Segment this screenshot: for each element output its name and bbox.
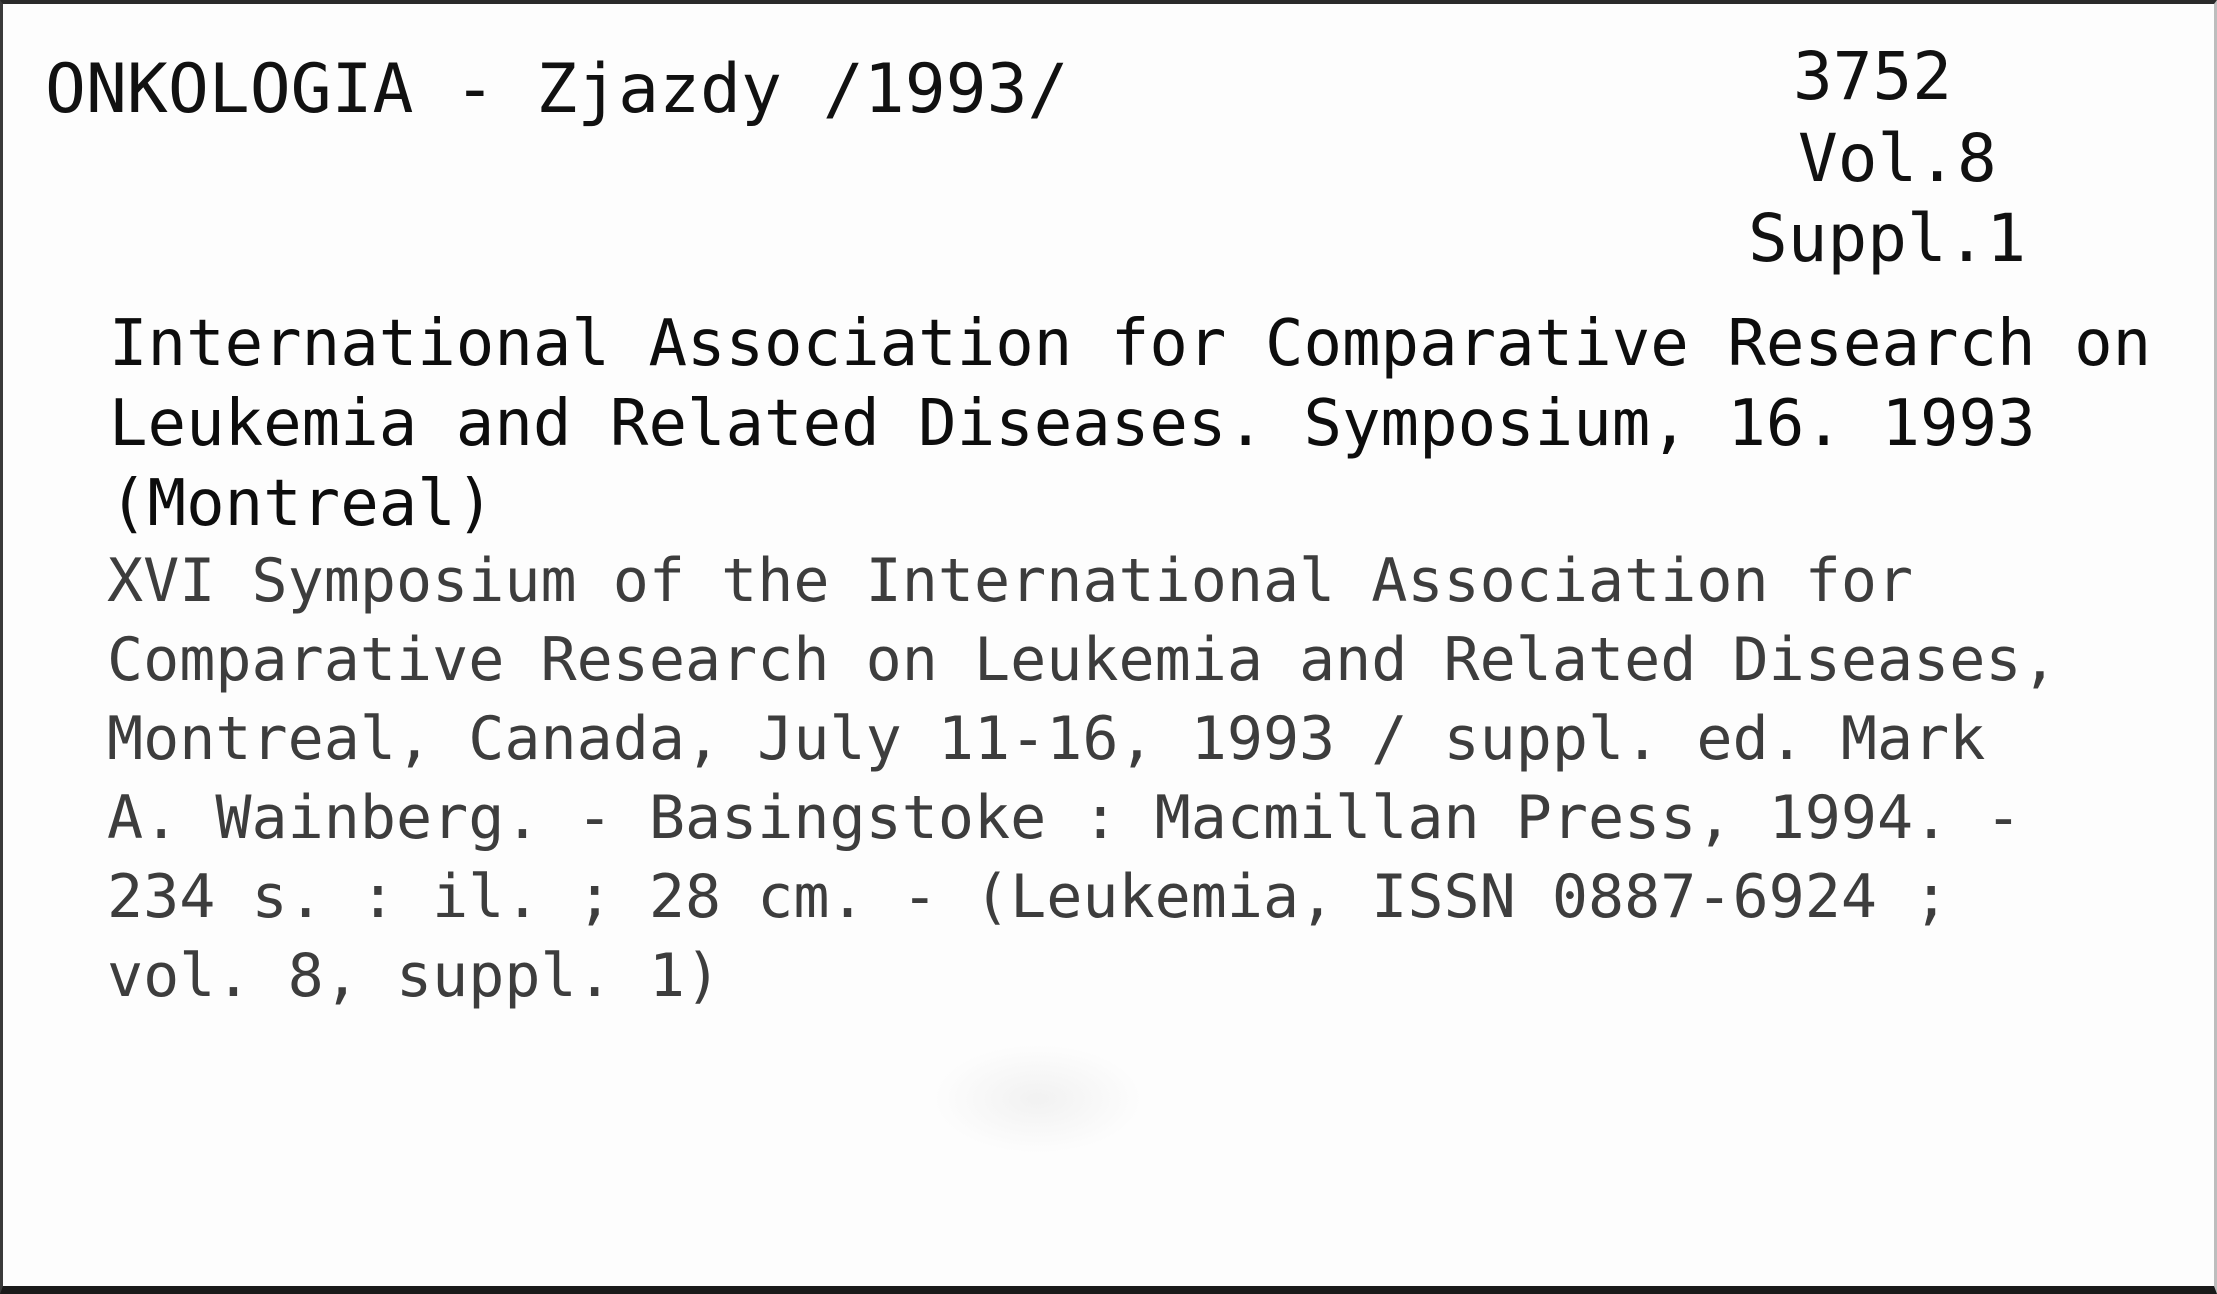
main-entry [109, 304, 2189, 544]
description-line: 234 s. : il. ; 28 cm. - (Leukemia, ISSN 0887-6924 ; [107, 862, 1950, 932]
description-line: Comparative Research on Leukemia and Related Diseases, [107, 625, 2058, 695]
description-line: Montreal, Canada, July 11-16, 1993 / suppl. ed. Mark [107, 704, 1986, 774]
call-number-volume: Vol.8 [1798, 120, 1997, 197]
paper-smudge [933, 1044, 1143, 1154]
bibliographic-description [107, 542, 2197, 1016]
main-entry-line: (Montreal) [109, 467, 495, 541]
call-number-line: 3752 [1793, 38, 1952, 115]
description-line: A. Wainberg. - Basingstoke : Macmillan Press, 1994. - [107, 783, 2022, 853]
description-line: vol. 8, suppl. 1) [107, 941, 722, 1011]
subject-heading: ONKOLOGIA - Zjazdy /1993/ [45, 50, 1069, 129]
main-entry-line: Leukemia and Related Diseases. Symposium, 16. 1993 [109, 387, 2036, 461]
main-entry-line: International Association for Comparative Research on [109, 307, 2152, 381]
description-line: XVI Symposium of the International Association for [107, 546, 1914, 616]
call-number-supplement: Suppl.1 [1748, 200, 2027, 277]
